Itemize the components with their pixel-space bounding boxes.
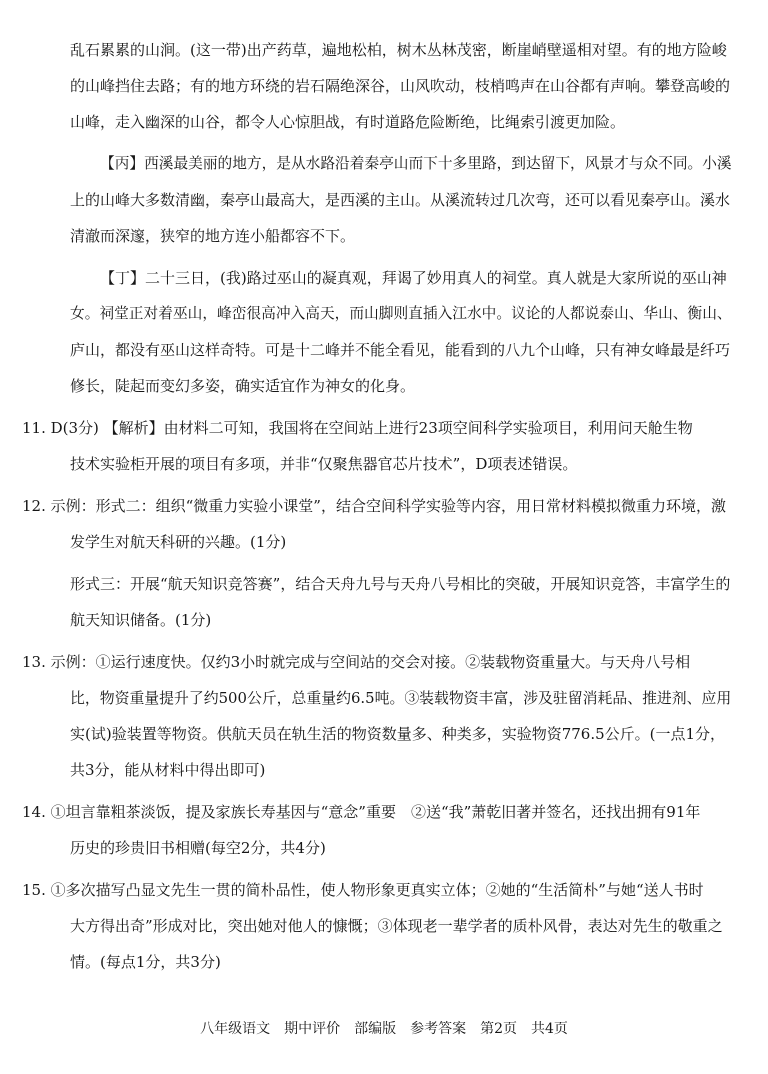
text-line: 实(试)验装置等物资。供航天员在轨生活的物资数量多、种类多，实验物资776.5公斤。(一点1分， bbox=[70, 725, 726, 743]
text-line: 技术实验柜开展的项目有多项，并非“仅聚焦器官芯片技术”，D项表述错误。 bbox=[70, 455, 578, 473]
text-line: 比，物资重量提升了约500公斤，总重量约6.5吨。③装载物资丰富，涉及驻留消耗品、推进剂、应用 bbox=[70, 689, 732, 707]
text-line: 大方得出奇”形成对比，突出她对他人的慷慨；③体现老一辈学者的质朴风骨，表达对先生的敬重之 bbox=[70, 917, 723, 935]
text-line: 上的山峰大多数清幽，秦亭山最高大，是西溪的主山。从溪流转过几次弯，还可以看见秦亭山。溪水 bbox=[70, 191, 731, 209]
text-line: 【丙】西溪最美丽的地方，是从水路沿着秦亭山而下十多里路，到达留下，风景才与众不同。小溪 bbox=[100, 155, 732, 172]
text-line: 山峰，走入幽深的山谷，都令人心惊胆战，有时道路危险断绝，比绳索引渡更加险。 bbox=[70, 113, 626, 131]
answer-12: 12. 示例：形式二：组织“微重力实验小课堂”，结合空间科学实验等内容，用日常材料模拟微重力环境，激 bbox=[22, 497, 726, 515]
text-line: 修长，陡起而变幻多姿，确实适宜作为神女的化身。 bbox=[70, 377, 416, 395]
page-footer: 八年级语文 期中评价 部编版 参考答案 第2页 共4页 bbox=[200, 1021, 568, 1037]
text-line: 清澈而深邃，狭窄的地方连小船都容不下。 bbox=[70, 227, 356, 245]
answer-11: 11. D(3分) 【解析】由材料二可知，我国将在空间站上进行23项空间科学实验项目，利用问天舱生物 bbox=[22, 419, 693, 437]
text-line: 【丁】二十三日，(我)路过巫山的凝真观，拜谒了妙用真人的祠堂。真人就是大家所说的巫山神 bbox=[100, 269, 727, 287]
text-line: 形式三：开展“航天知识竞答赛”，结合天舟九号与天舟八号相比的突破，开展知识竞答，丰富学生的 bbox=[70, 575, 731, 593]
text-line: 情。(每点1分，共3分) bbox=[70, 953, 221, 971]
text-line: 历史的珍贵旧书相赠(每空2分，共4分) bbox=[70, 839, 326, 857]
text-line: 航天知识储备。(1分) bbox=[70, 611, 212, 629]
text-line: 庐山，都没有巫山这样奇特。可是十二峰并不能全看见，能看到的八九个山峰，只有神女峰最是纤巧 bbox=[70, 341, 731, 359]
text-line: 女。祠堂正对着巫山，峰峦很高冲入高天，而山脚则直插入江水中。议论的人都说泰山、华山、衡山、 bbox=[70, 305, 732, 322]
answer-13: 13. 示例：①运行速度快。仅约3小时就完成与空间站的交会对接。②装载物资重量大。与天舟八号相 bbox=[22, 653, 691, 671]
text-line: 共3分，能从材料中得出即可) bbox=[70, 761, 266, 779]
answer-14: 14. ①坦言靠粗茶淡饭，提及家族长寿基因与“意念”重要 ②送“我”萧乾旧著并签名，还找出拥有91年 bbox=[22, 803, 701, 821]
text-line: 发学生对航天科研的兴趣。(1分) bbox=[70, 533, 287, 551]
text-line: 乱石累累的山涧。(这一带)出产药草，遍地松柏，树木丛林茂密，断崖峭壁遥相对望。有的地方险峻 bbox=[70, 41, 727, 59]
text-line: 的山峰挡住去路；有的地方环绕的岩石隔绝深谷，山风吹动，枝梢鸣声在山谷都有声响。攀登高峻的 bbox=[70, 77, 731, 95]
answer-15: 15. ①多次描写凸显文先生一贯的简朴品性，使人物形象更真实立体；②她的“生活简朴”与她“送人书时 bbox=[22, 881, 704, 899]
